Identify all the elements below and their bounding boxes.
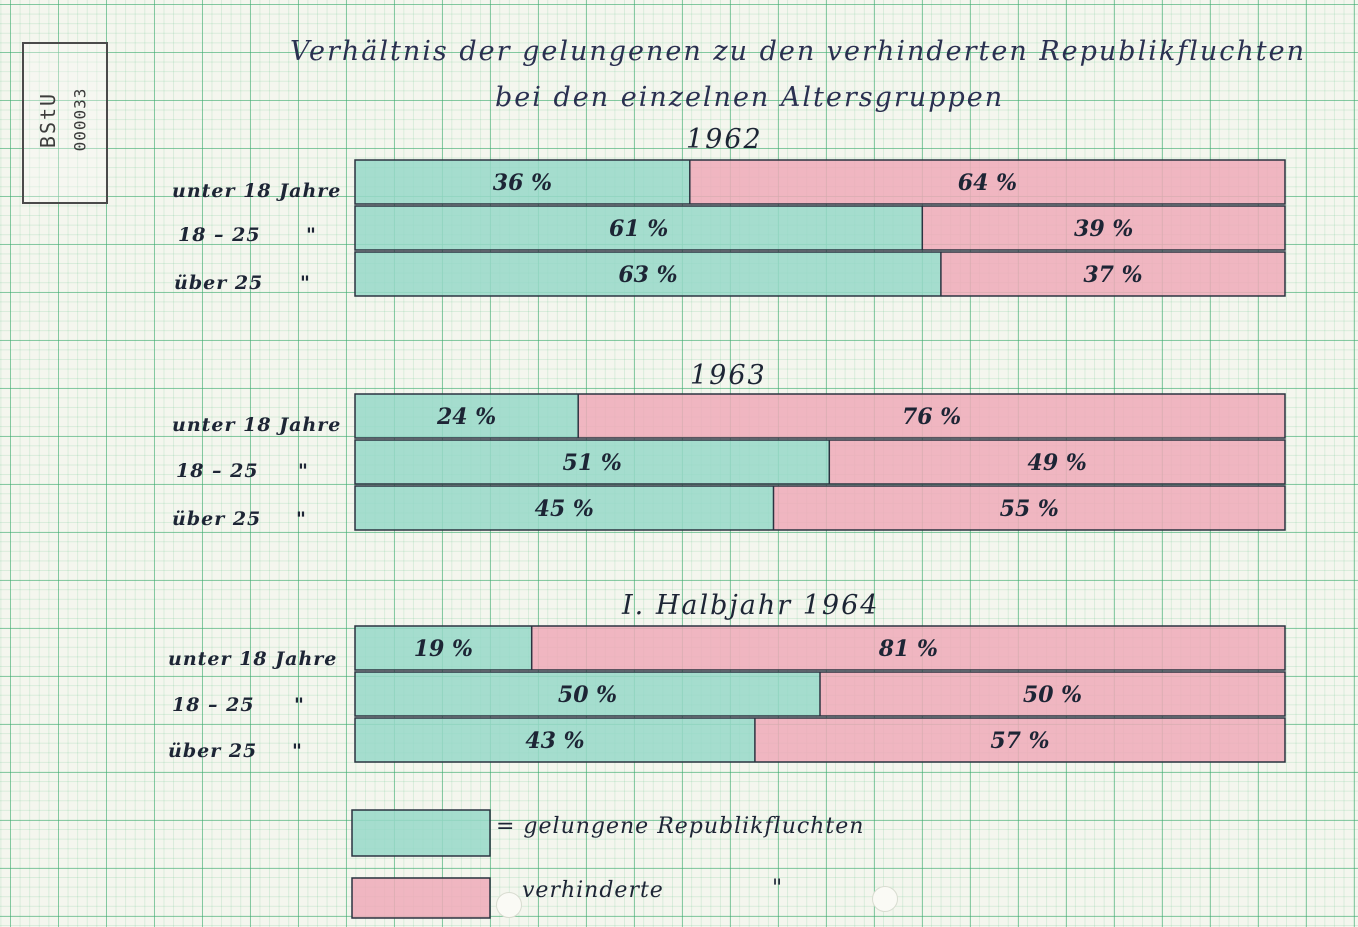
data-label-succeeded: 50 % xyxy=(557,682,618,708)
data-label-succeeded: 45 % xyxy=(534,496,594,522)
chart-title-line2: bei den einzelnen Altersgruppen xyxy=(495,82,1005,113)
data-label-succeeded: 51 % xyxy=(562,450,622,476)
ditto-mark: " xyxy=(772,876,784,901)
row-label-over25: über 25 xyxy=(168,740,258,762)
row-label-over25: über 25 xyxy=(172,508,262,530)
data-label-prevented: 76 % xyxy=(902,404,962,430)
data-label-prevented: 49 % xyxy=(1027,450,1087,476)
row-label-18-25: 18 – 25 xyxy=(178,224,261,246)
row-label-under18: unter 18 Jahre xyxy=(172,180,342,202)
data-label-prevented: 50 % xyxy=(1022,682,1083,708)
year-heading-1962: 1962 xyxy=(686,124,763,155)
ditto-mark: " xyxy=(298,460,309,482)
data-label-succeeded: 43 % xyxy=(525,728,585,754)
stamp-number: 000033 xyxy=(70,87,90,152)
row-label-under18: unter 18 Jahre xyxy=(172,414,342,436)
ditto-mark: " xyxy=(300,272,311,294)
stamp-org: BStU xyxy=(36,91,61,149)
data-label-prevented: 55 % xyxy=(999,496,1059,522)
data-label-succeeded: 63 % xyxy=(618,262,678,288)
punch-hole xyxy=(872,886,898,912)
ditto-mark: " xyxy=(306,224,317,246)
row-label-18-25: 18 – 25 xyxy=(172,694,255,716)
ditto-mark: " xyxy=(294,694,305,716)
data-label-prevented: 64 % xyxy=(957,170,1017,196)
year-heading-1963: 1963 xyxy=(690,360,767,391)
legend-prevented-label: verhinderte xyxy=(522,878,664,903)
row-label-18-25: 18 – 25 xyxy=(176,460,259,482)
legend-swatch-succeeded xyxy=(352,810,490,856)
legend-succeeded-label: = gelungene Republikfluchten xyxy=(496,814,865,839)
data-label-prevented: 39 % xyxy=(1074,216,1134,242)
data-label-succeeded: 19 % xyxy=(413,636,473,662)
year-heading-1964: I. Halbjahr 1964 xyxy=(622,590,880,621)
data-label-prevented: 57 % xyxy=(990,728,1050,754)
legend-swatch-prevented xyxy=(352,878,490,918)
data-label-succeeded: 61 % xyxy=(609,216,669,242)
data-label-succeeded: 36 % xyxy=(492,170,552,196)
ditto-mark: " xyxy=(296,508,307,530)
data-label-prevented: 37 % xyxy=(1083,262,1143,288)
ditto-mark: " xyxy=(292,740,303,762)
row-label-over25: über 25 xyxy=(174,272,264,294)
data-label-succeeded: 24 % xyxy=(437,404,497,430)
data-label-prevented: 81 % xyxy=(878,636,938,662)
chart-title-line1: Verhältnis der gelungenen zu den verhinderten Republikfluchten xyxy=(290,36,1306,67)
punch-hole xyxy=(496,892,522,918)
row-label-under18: unter 18 Jahre xyxy=(168,648,338,670)
